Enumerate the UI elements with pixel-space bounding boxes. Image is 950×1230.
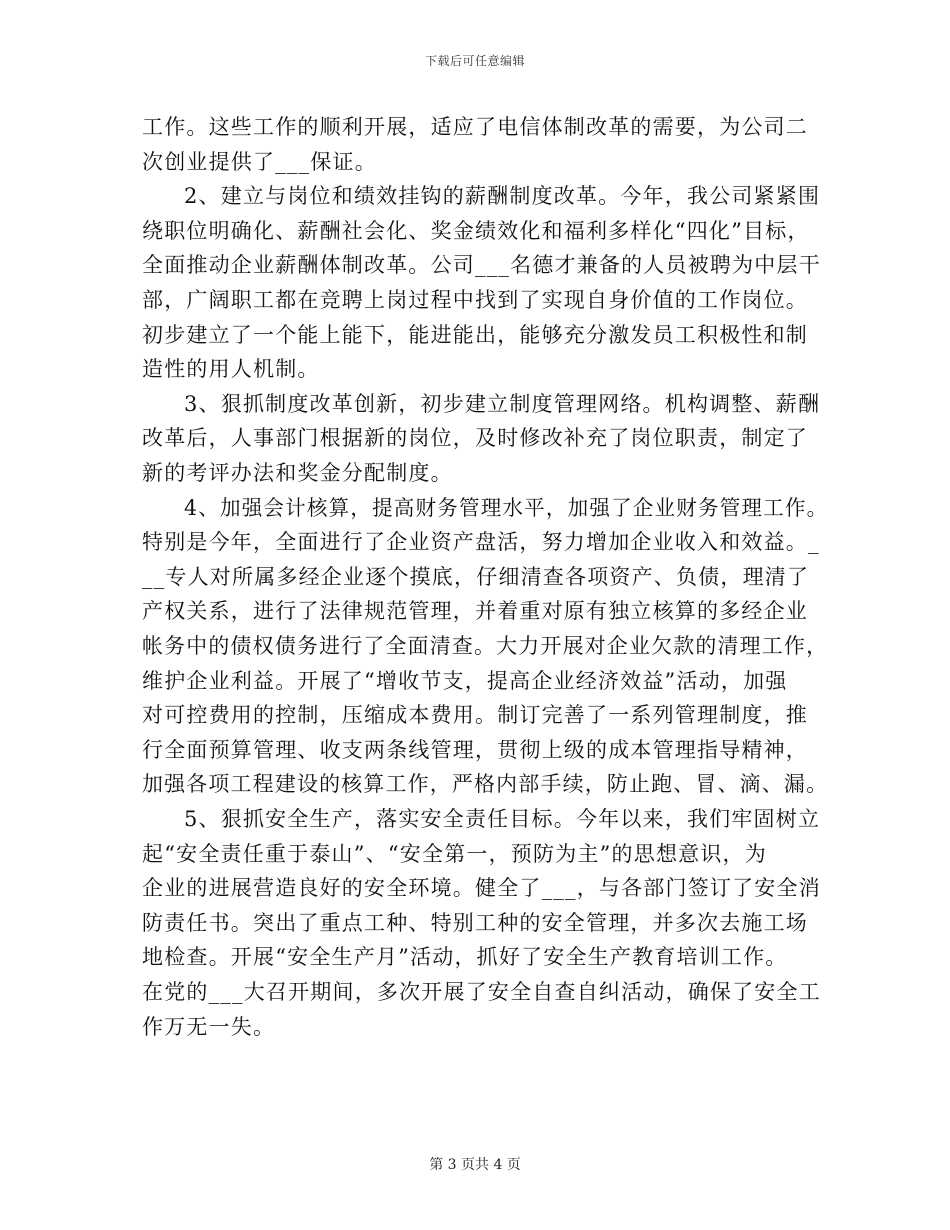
text-line: 产权关系，进行了法律规范管理，并着重对原有独立核算的多经企业	[142, 599, 808, 624]
text-line: 企业的进展营造良好的安全环境。健全了___，与各部门签订了安全消	[142, 876, 821, 901]
text-line: 绕职位明确化、薪酬社会化、奖金绩效化和福利多样化“四化”目标，	[142, 218, 810, 243]
text-line: 在党的___大召开期间，多次开展了安全自查自纠活动，确保了安全工	[142, 980, 821, 1004]
text-line: 起“安全责任重于泰山”、“安全第一，预防为主”的思想意识，为	[142, 841, 767, 866]
text-line: 2、建立与岗位和绩效挂钩的薪酬制度改革。今年，我公司紧紧围	[184, 184, 821, 209]
text-line: 初步建立了一个能上能下，能进能出，能够充分激发员工积极性和制	[142, 322, 808, 347]
text-line: __专人对所属多经企业逐个摸底，仔细清查各项资产、负债，理清了	[142, 564, 810, 589]
text-line: 改革后，人事部门根据新的岗位，及时修改补充了岗位职责，制定了	[142, 426, 808, 451]
text-line: 帐务中的债权债务进行了全面清查。大力开展对企业欠款的清理工作，	[142, 634, 829, 658]
text-line: 5、狠抓安全生产，落实安全责任目标。今年以来，我们牢固树立	[184, 807, 821, 831]
text-line: 次创业提供了___保证。	[142, 149, 377, 174]
page-footer: 第 3 页共 4 页	[429, 1157, 521, 1173]
text-line: 地检查。开展“安全生产月”活动，抓好了安全生产教育培训工作。	[142, 945, 788, 970]
text-line: 部，广阔职工都在竞聘上岗过程中找到了实现自身价值的工作岗位。	[142, 288, 808, 312]
text-line: 对可控费用的控制，压缩成本费用。制订完善了一系列管理制度，推	[142, 703, 808, 728]
text-line: 维护企业利益。开展了“增收节支，提高企业经济效益”活动，加强	[142, 668, 788, 693]
text-line: 防责任书。突出了重点工种、特别工种的安全管理，并多次去施工场	[142, 910, 808, 935]
text-line: 工作。这些工作的顺利开展，适应了电信体制改革的需要，为公司二	[142, 115, 808, 139]
text-line: 3、狠抓制度改革创新，初步建立制度管理网络。机构调整、薪酬	[184, 391, 821, 416]
page-header: 下载后可任意编辑	[424, 54, 525, 68]
text-line: 全面推动企业薪酬体制改革。公司___名德才兼备的人员被聘为中层干	[142, 253, 821, 278]
text-line: 作万无一失。	[142, 1014, 276, 1039]
text-line: 加强各项工程建设的核算工作，严格内部手续，防止跑、冒、滴、漏。	[142, 772, 829, 797]
text-line: 特别是今年，全面进行了企业资产盘活，努力增加企业收入和效益。_	[142, 530, 820, 555]
text-line: 造性的用人机制。	[142, 357, 320, 382]
text-line: 行全面预算管理、收支两条线管理，贯彻上级的成本管理指导精神，	[142, 737, 808, 762]
text-line: 新的考评办法和奖金分配制度。	[142, 461, 453, 485]
text-line: 4、加强会计核算，提高财务管理水平，加强了企业财务管理工作。	[184, 495, 829, 520]
